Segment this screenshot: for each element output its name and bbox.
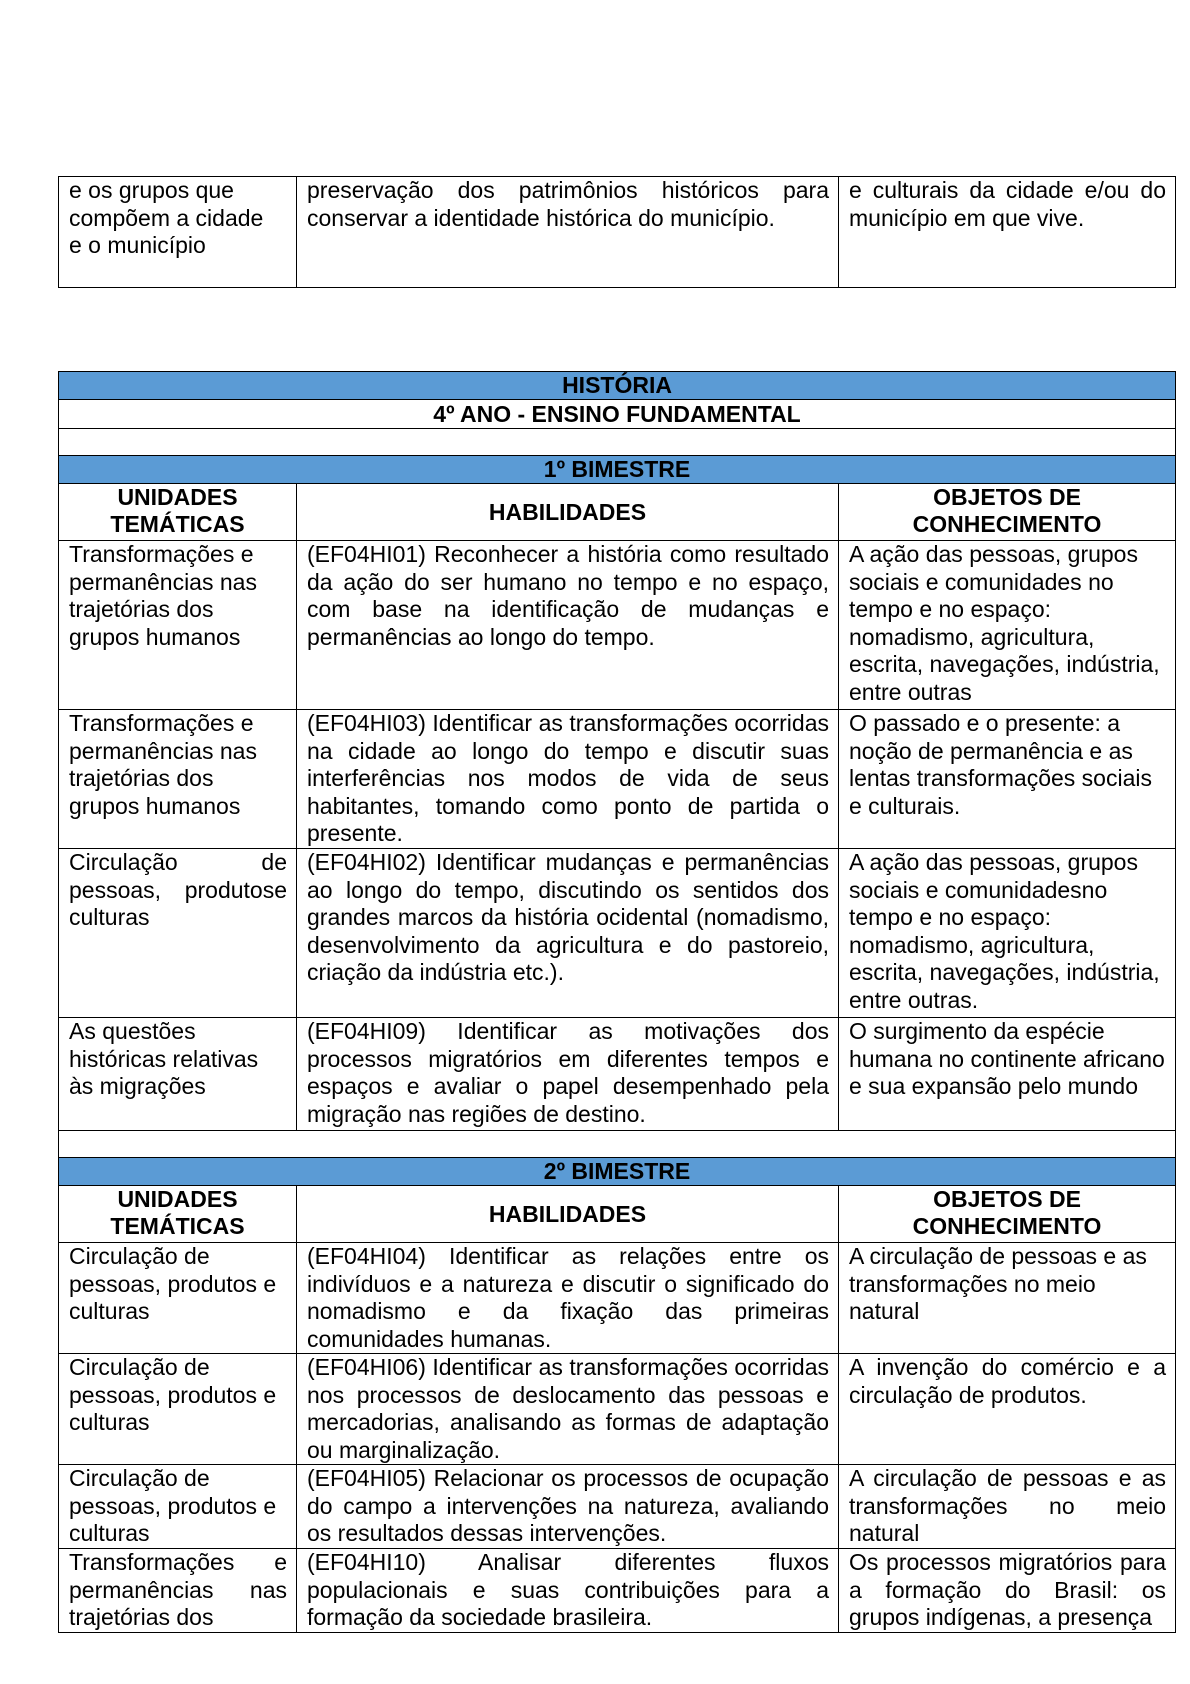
object-cell: A ação das pessoas, grupos sociais e comunidadesno tempo e no espaço: nomadismo, agricultura, escrita, navegações, indústria, entre outras. (839, 849, 1176, 1018)
col-header-skills: HABILIDADES (297, 1186, 839, 1243)
curriculum-table (58, 371, 1176, 1633)
subject-title: HISTÓRIA (59, 372, 1176, 400)
col-header-units: UNIDADES TEMÁTICAS (59, 1186, 297, 1243)
bimester-title: 2º BIMESTRE (59, 1158, 1176, 1186)
col-header-objects: OBJETOS DE CONHECIMENTO (839, 1186, 1176, 1243)
bimester-title: 1º BIMESTRE (59, 456, 1176, 484)
grade-title: 4º ANO - ENSINO FUNDAMENTAL (59, 400, 1176, 429)
grade-row (59, 400, 1176, 429)
table-row (59, 1018, 1176, 1131)
object-cell: e culturais da cidade e/ou do município em que vive. (839, 177, 1176, 288)
object-cell: A invenção do comércio e a circulação de produtos. (839, 1354, 1176, 1465)
subject-band (59, 372, 1176, 400)
table-row (59, 1465, 1176, 1549)
table-row (59, 1549, 1176, 1633)
table-row (59, 177, 1176, 288)
continuation-table (58, 176, 1176, 288)
skill-cell: (EF04HI10) Analisar diferentes fluxos populacionais e suas contribuições para a formação da sociedade brasileira. (297, 1549, 839, 1633)
column-header-row (59, 1186, 1176, 1243)
unit-cell: Circulação de pessoas, produtos e culturas (59, 1465, 297, 1549)
unit-cell: Circulação de pessoas, produtos e culturas (59, 1354, 297, 1465)
skill-cell: (EF04HI04) Identificar as relações entre os indivíduos e a natureza e discutir o significado do nomadismo e da fixação das primeiras comunidades humanas. (297, 1243, 839, 1354)
object-cell: Os processos migratórios para a formação do Brasil: os grupos indígenas, a presença (839, 1549, 1176, 1633)
skill-cell: (EF04HI03) Identificar as transformações ocorridas na cidade ao longo do tempo e discutir suas interferências nos modos de vida de seus habitantes, tomando como ponto de partida o presente. (297, 710, 839, 849)
unit-cell: Circulação de pessoas, produtose culturas (59, 849, 297, 1018)
object-cell: A ação das pessoas, grupos sociais e comunidades no tempo e no espaço: nomadismo, agricultura, escrita, navegações, indústria, entre outras (839, 541, 1176, 710)
spacer-row (59, 1131, 1176, 1158)
table-row (59, 710, 1176, 849)
col-header-units: UNIDADES TEMÁTICAS (59, 484, 297, 541)
skill-cell: (EF04HI06) Identificar as transformações ocorridas nos processos de deslocamento das pessoas e mercadorias, analisando as formas de adaptação ou marginalização. (297, 1354, 839, 1465)
object-cell: A circulação de pessoas e as transformações no meio natural (839, 1465, 1176, 1549)
unit-cell: Transformações e permanências nas trajetórias dos (59, 1549, 297, 1633)
unit-cell: Transformações e permanências nas trajetórias dos grupos humanos (59, 710, 297, 849)
skill-cell: (EF04HI05) Relacionar os processos de ocupação do campo a intervenções na natureza, avaliando os resultados dessas intervenções. (297, 1465, 839, 1549)
skill-cell: (EF04HI01) Reconhecer a história como resultado da ação do ser humano no tempo e no espaço, com base na identificação de mudanças e permanências ao longo do tempo. (297, 541, 839, 710)
object-cell: O passado e o presente: a noção de permanência e as lentas transformações sociais e culturais. (839, 710, 1176, 849)
col-header-objects: OBJETOS DE CONHECIMENTO (839, 484, 1176, 541)
bimester-band (59, 1158, 1176, 1186)
object-cell: A circulação de pessoas e as transformações no meio natural (839, 1243, 1176, 1354)
skill-cell: preservação dos patrimônios históricos para conservar a identidade histórica do município. (297, 177, 839, 288)
unit-cell: Circulação de pessoas, produtos e culturas (59, 1243, 297, 1354)
unit-cell: As questões históricas relativas às migrações (59, 1018, 297, 1131)
table-row (59, 541, 1176, 710)
bimester-band (59, 456, 1176, 484)
skill-cell: (EF04HI02) Identificar mudanças e permanências ao longo do tempo, discutindo os sentidos dos grandes marcos da história ocidental (nomadismo, desenvolvimento da agricultura e do pastoreio, criação da indústria etc.). (297, 849, 839, 1018)
column-header-row (59, 484, 1176, 541)
table-row (59, 1354, 1176, 1465)
table-row (59, 1243, 1176, 1354)
unit-cell: e os grupos que compõem a cidade e o município (59, 177, 297, 288)
col-header-skills: HABILIDADES (297, 484, 839, 541)
table-row (59, 849, 1176, 1018)
object-cell: O surgimento da espécie humana no continente africano e sua expansão pelo mundo (839, 1018, 1176, 1131)
spacer-row (59, 429, 1176, 456)
skill-cell: (EF04HI09) Identificar as motivações dos processos migratórios em diferentes tempos e espaços e avaliar o papel desempenhado pela migração nas regiões de destino. (297, 1018, 839, 1131)
unit-cell: Transformações e permanências nas trajetórias dos grupos humanos (59, 541, 297, 710)
